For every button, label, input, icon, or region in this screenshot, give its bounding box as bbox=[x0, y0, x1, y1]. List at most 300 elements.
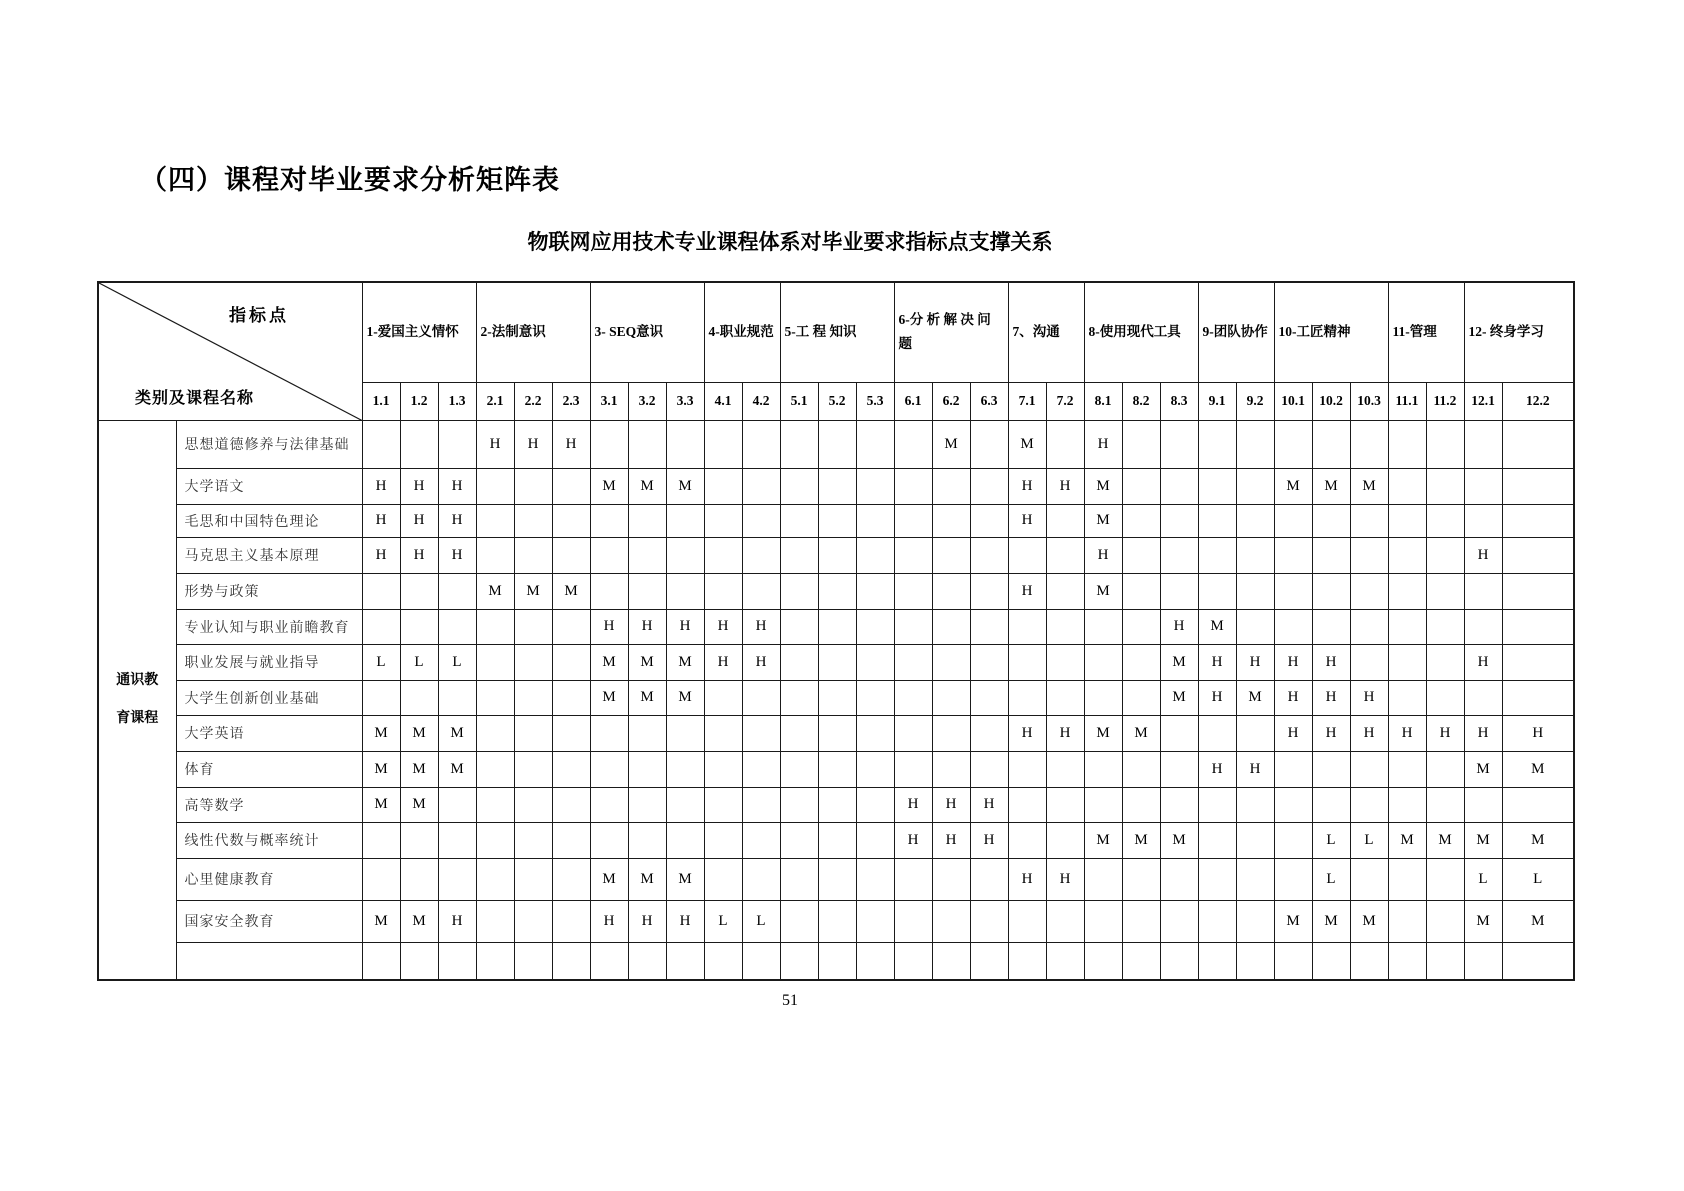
table-row bbox=[98, 858, 1574, 900]
matrix-cell bbox=[1388, 751, 1426, 787]
matrix-cell: H bbox=[1502, 715, 1574, 751]
matrix-cell bbox=[1502, 468, 1574, 504]
matrix-cell: M bbox=[590, 858, 628, 900]
matrix-cell bbox=[1274, 537, 1312, 573]
column-header: 9.1 bbox=[1198, 382, 1236, 420]
table-row bbox=[98, 942, 1574, 980]
matrix-cell: M bbox=[1122, 715, 1160, 751]
matrix-cell: M bbox=[1236, 680, 1274, 715]
matrix-cell bbox=[1502, 942, 1574, 980]
matrix-cell: H bbox=[1008, 573, 1046, 609]
matrix-cell bbox=[1426, 537, 1464, 573]
matrix-cell bbox=[1160, 537, 1198, 573]
matrix-cell: M bbox=[1312, 468, 1350, 504]
matrix-cell bbox=[1388, 900, 1426, 942]
group-header-row bbox=[98, 282, 1574, 382]
matrix-cell: H bbox=[1350, 715, 1388, 751]
matrix-cell bbox=[894, 609, 932, 644]
matrix-cell bbox=[1236, 900, 1274, 942]
matrix-cell bbox=[818, 680, 856, 715]
matrix-cell bbox=[856, 609, 894, 644]
matrix-cell bbox=[1198, 822, 1236, 858]
matrix-cell bbox=[1426, 644, 1464, 680]
matrix-cell bbox=[628, 942, 666, 980]
matrix-cell bbox=[514, 609, 552, 644]
matrix-cell bbox=[362, 822, 400, 858]
column-header: 6.2 bbox=[932, 382, 970, 420]
matrix-cell: M bbox=[628, 680, 666, 715]
matrix-cell bbox=[1160, 715, 1198, 751]
matrix-cell bbox=[400, 609, 438, 644]
column-header: 10.3 bbox=[1350, 382, 1388, 420]
matrix-cell bbox=[856, 715, 894, 751]
matrix-cell bbox=[704, 822, 742, 858]
course-name-cell: 职业发展与就业指导 bbox=[176, 644, 362, 680]
course-name-cell: 国家安全教育 bbox=[176, 900, 362, 942]
matrix-cell bbox=[1236, 715, 1274, 751]
matrix-cell bbox=[1236, 504, 1274, 537]
matrix-cell bbox=[666, 942, 704, 980]
matrix-cell: M bbox=[1502, 751, 1574, 787]
matrix-cell: M bbox=[438, 715, 476, 751]
matrix-cell bbox=[742, 537, 780, 573]
matrix-cell bbox=[1122, 504, 1160, 537]
matrix-cell bbox=[590, 573, 628, 609]
column-header: 12.2 bbox=[1502, 382, 1574, 420]
matrix-cell bbox=[704, 787, 742, 822]
matrix-cell bbox=[894, 715, 932, 751]
matrix-cell: H bbox=[590, 900, 628, 942]
matrix-cell: M bbox=[1008, 420, 1046, 468]
matrix-cell bbox=[1122, 573, 1160, 609]
matrix-cell: H bbox=[400, 468, 438, 504]
matrix-cell bbox=[1198, 858, 1236, 900]
matrix-cell bbox=[1426, 468, 1464, 504]
table-row bbox=[98, 420, 1574, 468]
matrix-cell bbox=[1046, 900, 1084, 942]
matrix-cell bbox=[1046, 420, 1084, 468]
matrix-cell bbox=[552, 609, 590, 644]
matrix-cell bbox=[666, 537, 704, 573]
matrix-cell bbox=[1008, 787, 1046, 822]
matrix-cell: H bbox=[1008, 504, 1046, 537]
matrix-cell: H bbox=[1426, 715, 1464, 751]
matrix-cell bbox=[1274, 942, 1312, 980]
matrix-cell bbox=[1350, 420, 1388, 468]
matrix-cell bbox=[476, 680, 514, 715]
matrix-cell bbox=[400, 680, 438, 715]
column-header: 2.1 bbox=[476, 382, 514, 420]
matrix-cell bbox=[1464, 609, 1502, 644]
matrix-cell bbox=[818, 822, 856, 858]
matrix-cell bbox=[1198, 537, 1236, 573]
matrix-cell bbox=[970, 468, 1008, 504]
matrix-cell bbox=[1350, 504, 1388, 537]
matrix-cell bbox=[362, 609, 400, 644]
matrix-cell bbox=[1388, 787, 1426, 822]
column-header: 4.2 bbox=[742, 382, 780, 420]
matrix-cell bbox=[1312, 609, 1350, 644]
corner-cell bbox=[98, 282, 362, 420]
matrix-cell bbox=[362, 858, 400, 900]
matrix-cell bbox=[1198, 715, 1236, 751]
matrix-cell bbox=[818, 644, 856, 680]
matrix-cell bbox=[1426, 573, 1464, 609]
matrix-cell bbox=[1388, 468, 1426, 504]
table-row bbox=[98, 751, 1574, 787]
matrix-cell bbox=[438, 680, 476, 715]
matrix-cell bbox=[362, 680, 400, 715]
matrix-cell bbox=[1426, 900, 1464, 942]
matrix-cell bbox=[514, 942, 552, 980]
matrix-cell: H bbox=[1046, 715, 1084, 751]
matrix-cell bbox=[970, 942, 1008, 980]
matrix-cell bbox=[552, 644, 590, 680]
matrix-cell bbox=[1008, 822, 1046, 858]
page-number: 51 bbox=[782, 992, 798, 1009]
matrix-cell: L bbox=[1464, 858, 1502, 900]
matrix-cell bbox=[1008, 680, 1046, 715]
matrix-cell bbox=[932, 942, 970, 980]
matrix-cell bbox=[438, 787, 476, 822]
matrix-cell bbox=[970, 504, 1008, 537]
matrix-cell: M bbox=[628, 468, 666, 504]
matrix-cell bbox=[970, 900, 1008, 942]
matrix-cell bbox=[1236, 942, 1274, 980]
matrix-cell bbox=[894, 900, 932, 942]
matrix-cell: L bbox=[1350, 822, 1388, 858]
matrix-cell bbox=[1426, 858, 1464, 900]
matrix-cell bbox=[438, 420, 476, 468]
matrix-cell bbox=[704, 504, 742, 537]
matrix-cell bbox=[476, 504, 514, 537]
matrix-cell bbox=[1084, 858, 1122, 900]
matrix-cell: H bbox=[1008, 715, 1046, 751]
course-name-cell bbox=[176, 942, 362, 980]
group-header: 1-爱国主义情怀 bbox=[362, 282, 476, 382]
matrix-cell: M bbox=[1122, 822, 1160, 858]
matrix-cell: H bbox=[1198, 680, 1236, 715]
matrix-cell bbox=[818, 537, 856, 573]
group-header: 7、沟通 bbox=[1008, 282, 1084, 382]
matrix-cell bbox=[856, 537, 894, 573]
matrix-cell: M bbox=[1084, 715, 1122, 751]
matrix-table bbox=[97, 281, 1575, 981]
column-header: 3.2 bbox=[628, 382, 666, 420]
matrix-cell bbox=[780, 644, 818, 680]
matrix-cell bbox=[970, 644, 1008, 680]
matrix-cell bbox=[514, 680, 552, 715]
matrix-cell bbox=[742, 468, 780, 504]
matrix-cell bbox=[400, 420, 438, 468]
matrix-cell bbox=[1160, 900, 1198, 942]
matrix-cell bbox=[666, 573, 704, 609]
matrix-cell bbox=[704, 420, 742, 468]
matrix-cell bbox=[1198, 420, 1236, 468]
matrix-cell bbox=[894, 644, 932, 680]
matrix-cell: M bbox=[400, 715, 438, 751]
matrix-cell bbox=[1388, 644, 1426, 680]
matrix-cell: L bbox=[438, 644, 476, 680]
matrix-cell: H bbox=[742, 609, 780, 644]
matrix-cell bbox=[628, 787, 666, 822]
course-name-cell: 思想道德修养与法律基础 bbox=[176, 420, 362, 468]
matrix-cell bbox=[590, 420, 628, 468]
matrix-cell bbox=[742, 420, 780, 468]
matrix-cell: H bbox=[932, 822, 970, 858]
matrix-cell: M bbox=[362, 787, 400, 822]
matrix-cell bbox=[400, 858, 438, 900]
matrix-cell bbox=[1388, 858, 1426, 900]
matrix-cell bbox=[1046, 680, 1084, 715]
matrix-cell bbox=[970, 858, 1008, 900]
matrix-cell bbox=[780, 900, 818, 942]
matrix-cell bbox=[438, 822, 476, 858]
matrix-cell bbox=[1502, 420, 1574, 468]
matrix-cell bbox=[1084, 751, 1122, 787]
matrix-cell: H bbox=[894, 787, 932, 822]
matrix-cell bbox=[438, 609, 476, 644]
column-header: 5.2 bbox=[818, 382, 856, 420]
matrix-cell: H bbox=[362, 468, 400, 504]
matrix-cell: H bbox=[1198, 751, 1236, 787]
matrix-cell bbox=[1084, 644, 1122, 680]
matrix-cell bbox=[894, 537, 932, 573]
matrix-cell bbox=[1236, 822, 1274, 858]
matrix-cell bbox=[856, 900, 894, 942]
matrix-cell bbox=[476, 537, 514, 573]
matrix-cell bbox=[780, 537, 818, 573]
column-header: 1.2 bbox=[400, 382, 438, 420]
matrix-cell bbox=[1198, 573, 1236, 609]
matrix-cell bbox=[932, 573, 970, 609]
matrix-cell: H bbox=[1312, 644, 1350, 680]
matrix-cell bbox=[932, 609, 970, 644]
matrix-cell bbox=[590, 537, 628, 573]
matrix-cell bbox=[476, 609, 514, 644]
matrix-cell: H bbox=[742, 644, 780, 680]
matrix-cell bbox=[1426, 751, 1464, 787]
matrix-cell bbox=[1160, 504, 1198, 537]
matrix-cell: H bbox=[1236, 751, 1274, 787]
matrix-cell bbox=[1388, 609, 1426, 644]
matrix-cell: M bbox=[400, 787, 438, 822]
matrix-cell bbox=[476, 942, 514, 980]
group-header: 12- 终身学习 bbox=[1464, 282, 1574, 382]
matrix-cell bbox=[628, 504, 666, 537]
matrix-cell: M bbox=[552, 573, 590, 609]
column-header: 6.1 bbox=[894, 382, 932, 420]
matrix-cell bbox=[1464, 504, 1502, 537]
matrix-cell bbox=[742, 504, 780, 537]
matrix-cell: L bbox=[1502, 858, 1574, 900]
matrix-cell bbox=[1274, 822, 1312, 858]
table-row bbox=[98, 900, 1574, 942]
table-row bbox=[98, 504, 1574, 537]
matrix-cell bbox=[1122, 858, 1160, 900]
matrix-cell bbox=[818, 420, 856, 468]
matrix-cell bbox=[1312, 787, 1350, 822]
group-header: 5-工 程 知识 bbox=[780, 282, 894, 382]
matrix-cell bbox=[552, 942, 590, 980]
matrix-cell bbox=[1312, 751, 1350, 787]
matrix-cell bbox=[1122, 680, 1160, 715]
matrix-cell bbox=[894, 420, 932, 468]
matrix-cell bbox=[1312, 573, 1350, 609]
matrix-cell: M bbox=[932, 420, 970, 468]
matrix-cell bbox=[362, 420, 400, 468]
matrix-cell: H bbox=[628, 609, 666, 644]
matrix-cell: H bbox=[1274, 680, 1312, 715]
matrix-cell: H bbox=[1198, 644, 1236, 680]
matrix-cell bbox=[742, 573, 780, 609]
matrix-cell bbox=[514, 715, 552, 751]
matrix-cell bbox=[1464, 573, 1502, 609]
matrix-cell bbox=[780, 787, 818, 822]
matrix-cell bbox=[1236, 537, 1274, 573]
matrix-cell bbox=[970, 751, 1008, 787]
matrix-cell bbox=[1464, 680, 1502, 715]
matrix-cell bbox=[1122, 751, 1160, 787]
matrix-cell bbox=[1084, 942, 1122, 980]
matrix-cell bbox=[1160, 573, 1198, 609]
matrix-cell bbox=[438, 858, 476, 900]
matrix-cell bbox=[1502, 680, 1574, 715]
matrix-cell bbox=[970, 537, 1008, 573]
matrix-cell: H bbox=[666, 900, 704, 942]
matrix-cell bbox=[552, 468, 590, 504]
table-row bbox=[98, 573, 1574, 609]
matrix-cell: M bbox=[590, 680, 628, 715]
matrix-cell bbox=[856, 858, 894, 900]
matrix-cell bbox=[400, 942, 438, 980]
matrix-cell: H bbox=[476, 420, 514, 468]
matrix-cell bbox=[476, 822, 514, 858]
matrix-cell: M bbox=[362, 751, 400, 787]
column-header: 6.3 bbox=[970, 382, 1008, 420]
matrix-cell: M bbox=[362, 900, 400, 942]
matrix-cell: H bbox=[1350, 680, 1388, 715]
matrix-cell bbox=[552, 504, 590, 537]
matrix-cell bbox=[1008, 751, 1046, 787]
group-header: 11-管理 bbox=[1388, 282, 1464, 382]
matrix-cell bbox=[590, 504, 628, 537]
matrix-cell bbox=[1160, 858, 1198, 900]
column-header: 5.3 bbox=[856, 382, 894, 420]
matrix-cell: H bbox=[400, 537, 438, 573]
matrix-cell bbox=[400, 573, 438, 609]
matrix-cell bbox=[1122, 537, 1160, 573]
matrix-cell: M bbox=[1464, 822, 1502, 858]
matrix-cell bbox=[1350, 858, 1388, 900]
matrix-cell bbox=[1008, 609, 1046, 644]
matrix-cell bbox=[856, 942, 894, 980]
matrix-cell bbox=[1426, 787, 1464, 822]
matrix-cell bbox=[1274, 609, 1312, 644]
matrix-cell: H bbox=[894, 822, 932, 858]
column-header: 11.1 bbox=[1388, 382, 1426, 420]
matrix-cell: H bbox=[1008, 858, 1046, 900]
column-header: 5.1 bbox=[780, 382, 818, 420]
matrix-cell bbox=[856, 680, 894, 715]
matrix-cell: H bbox=[970, 822, 1008, 858]
matrix-cell bbox=[514, 787, 552, 822]
matrix-cell bbox=[1084, 680, 1122, 715]
matrix-cell bbox=[780, 751, 818, 787]
matrix-cell bbox=[856, 822, 894, 858]
matrix-cell: L bbox=[742, 900, 780, 942]
matrix-cell: M bbox=[1084, 468, 1122, 504]
matrix-cell bbox=[780, 504, 818, 537]
matrix-cell: M bbox=[1084, 822, 1122, 858]
matrix-cell: H bbox=[1274, 715, 1312, 751]
matrix-cell bbox=[628, 537, 666, 573]
matrix-cell bbox=[1236, 468, 1274, 504]
category-cell bbox=[98, 420, 176, 980]
matrix-cell bbox=[552, 680, 590, 715]
matrix-cell: H bbox=[970, 787, 1008, 822]
matrix-cell bbox=[1426, 942, 1464, 980]
matrix-cell bbox=[818, 751, 856, 787]
matrix-cell bbox=[1502, 573, 1574, 609]
matrix-cell bbox=[818, 504, 856, 537]
matrix-cell bbox=[1312, 942, 1350, 980]
column-header: 2.3 bbox=[552, 382, 590, 420]
matrix-cell: H bbox=[1464, 715, 1502, 751]
matrix-cell: M bbox=[514, 573, 552, 609]
matrix-cell bbox=[704, 715, 742, 751]
matrix-cell bbox=[628, 715, 666, 751]
matrix-cell bbox=[1388, 537, 1426, 573]
page-heading: （四）课程对毕业要求分析矩阵表 bbox=[140, 165, 560, 196]
column-header: 4.1 bbox=[704, 382, 742, 420]
matrix-cell bbox=[1426, 680, 1464, 715]
matrix-cell bbox=[1502, 504, 1574, 537]
matrix-cell bbox=[1084, 900, 1122, 942]
matrix-cell bbox=[1046, 644, 1084, 680]
matrix-cell bbox=[1236, 858, 1274, 900]
matrix-cell: M bbox=[1160, 644, 1198, 680]
matrix-cell bbox=[1350, 537, 1388, 573]
matrix-cell bbox=[476, 787, 514, 822]
matrix-cell bbox=[590, 715, 628, 751]
matrix-cell: M bbox=[1198, 609, 1236, 644]
category-label: 通识教育课程 bbox=[116, 672, 159, 726]
table-row bbox=[98, 609, 1574, 644]
matrix-cell bbox=[666, 715, 704, 751]
group-header: 8-使用现代工具 bbox=[1084, 282, 1198, 382]
group-header: 2-法制意识 bbox=[476, 282, 590, 382]
matrix-cell bbox=[894, 573, 932, 609]
matrix-cell bbox=[552, 751, 590, 787]
matrix-cell: H bbox=[438, 900, 476, 942]
matrix-cell: H bbox=[666, 609, 704, 644]
matrix-cell: M bbox=[666, 858, 704, 900]
matrix-cell bbox=[1350, 644, 1388, 680]
matrix-cell: M bbox=[590, 468, 628, 504]
matrix-cell bbox=[970, 680, 1008, 715]
matrix-cell bbox=[628, 573, 666, 609]
matrix-cell: H bbox=[1084, 420, 1122, 468]
matrix-cell bbox=[1046, 573, 1084, 609]
matrix-cell bbox=[780, 680, 818, 715]
matrix-cell: M bbox=[1084, 504, 1122, 537]
matrix-cell bbox=[1122, 468, 1160, 504]
matrix-cell: H bbox=[514, 420, 552, 468]
matrix-cell: M bbox=[1502, 822, 1574, 858]
matrix-cell bbox=[1312, 504, 1350, 537]
matrix-cell bbox=[1388, 573, 1426, 609]
